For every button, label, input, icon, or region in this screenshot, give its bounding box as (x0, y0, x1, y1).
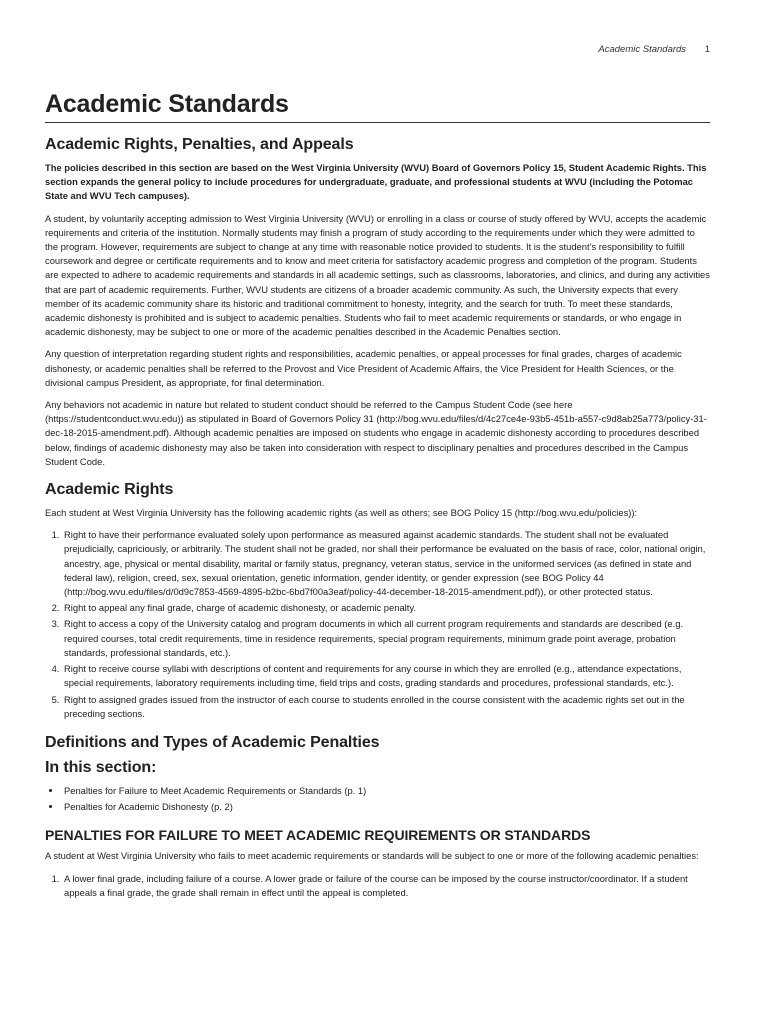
paragraph: A student, by voluntarily accepting admission to West Virginia University (WVU) or enrolling in a class or course of study offered by WVU, accepts the academic requirements and criteria of the institution. Normally students may finish a program of study according to the requirements under which they were admitted to the program. However, requirements are subject to change at any time with reasonable notice provided to students. It is the student’s responsibility to fulfill coursework and degree or certificate requirements and to know and meet criteria for satisfactory academic progress and completion of the program. Students are expected to adhere to academic requirements and standards in all academic settings, such as classrooms, laboratories, and clinics, and during any activities that are part of academic requirements. Further, WVU students are citizens of a broader academic community. As such, the University expects that every member of its academic community share its historic and traditional commitment to honesty, integrity, and the search for truth. To meet these standards, academic dishonesty is prohibited and is subject to academic penalties. Students who fail to meet academic requirements or standards, or who engage in academic dishonesty, may be subject to one or more of the academic penalties described in the Academic Penalties section. (45, 212, 710, 338)
section-link[interactable]: • Penalties for Failure to Meet Academic Requirements or Standards (p. 1) (62, 784, 710, 798)
page-number: 1 (704, 44, 710, 55)
paragraph: A student at West Virginia University who fails to meet academic requirements or standards will be subject to one or more of the following academic penalties: (45, 850, 699, 862)
section-penalties-failure (45, 827, 710, 900)
section-heading: Definitions and Types of Academic Penalties (45, 733, 380, 751)
section-heading: PENALTIES FOR FAILURE TO MEET ACADEMIC REQUIREMENTS OR STANDARDS (45, 827, 591, 844)
paragraph: Any question of interpretation regarding student rights and responsibilities, academic penalties, or appeal processes for final grades, charges of academic dishonesty, or academic penalties shall be referred to the Provost and Vice President of Academic Affairs, the Vice President for Health Sciences, or the divisional campus President, as appropriate, for final determination. (45, 348, 682, 388)
page-title: Academic Standards (45, 90, 710, 123)
list-item: 1. A lower final grade, including failure of a course. A lower grade or failure of the course can be imposed by the course instructor/coordinator. If a student appeals a final grade, the grade shall remain in effect until the appeal is completed. (62, 872, 710, 900)
section-heading: Academic Rights, Penalties, and Appeals (45, 136, 354, 153)
list-item: 2. Right to appeal any final grade, charge of academic dishonesty, or academic penalty. (62, 601, 710, 615)
running-header-title: Academic Standards (598, 44, 687, 55)
section-definitions (45, 734, 710, 814)
rights-list (45, 528, 710, 721)
list-item: 3. Right to access a copy of the University catalog and program documents in which all current program requirements and standards are described (e.g. required courses, total credit requirements, time in residence requirements, special program requirements, minimum grade point average, probation standards, professional standards, etc.). (62, 617, 710, 660)
section-heading: Academic Rights (45, 481, 174, 499)
lead-paragraph: The policies described in this section are based on the West Virginia University (WVU) Board of Governors Policy 15, Student Academic Rights. This section expands the general policy to include procedures for undergraduate, graduate, and professional students at WVU (including the Potomac State and WVU Tech campuses). (45, 162, 707, 202)
list-item: 4. Right to receive course syllabi with descriptions of content and requirements for any course in which they are enrolled (e.g., attendance expectations, special requirements, laboratory requirements including time, field trips and costs, grading standards and procedures, professional standards, etc.). (62, 662, 710, 690)
section-rights-penalties-appeals (45, 136, 710, 469)
paragraph: Each student at West Virginia University has the following academic rights (as well as others; see BOG Policy 15 (http://bog.wvu.edu/policies)): (45, 507, 638, 519)
content-flow (45, 136, 710, 909)
section-links-list (45, 784, 710, 814)
paragraph: Any behaviors not academic in nature but related to student conduct should be referred to the Campus Student Code (see here (https://studentconduct.wvu.edu)) as stipulated in Board of Governors Policy 31 (http://bog.wvu.edu/files/d/4c27ce4e-93b5-451b-a557-c9d8ab25a773/policy-31-dec-18-2015-amendment.pdf). Although academic penalties are imposed on students who engage in academic dishonesty according to procedures described below, findings of academic dishonesty may also be taken into consideration with respect to disciplinary penalties and procedures described in the Campus Student Code. (45, 399, 707, 467)
section-academic-rights (45, 481, 710, 721)
list-item: 5. Right to assigned grades issued from the instructor of each course to students enrolled in the course consistent with the academic rights set out in the preceding sections. (62, 693, 710, 721)
subsection-heading: In this section: (45, 758, 157, 776)
penalties-list (45, 872, 710, 900)
section-link[interactable]: • Penalties for Academic Dishonesty (p. 2) (62, 800, 710, 814)
running-header (598, 44, 710, 55)
list-item: 1. Right to have their performance evaluated solely upon performance as measured against academic standards. The student shall not be evaluated prejudicially, capriciously, or arbitrarily. The student shall not be graded, nor shall their performance be evaluated on the basis of race, color, national origin, ancestry, age, physical or mental disability, marital or family status, pregnancy, veteran status, service in the uniformed services (as defined in state and federal law), religion, creed, sex, sexual orientation, genetic information, gender identity, or gender expression (see BOG Policy 44 (http://bog.wvu.edu/files/d/0d9c7853-4569-4895-b2bc-6bd7f00a3eaf/policy-44-december-18-2015-amendment.pdf)), or other protected status. (62, 528, 710, 599)
